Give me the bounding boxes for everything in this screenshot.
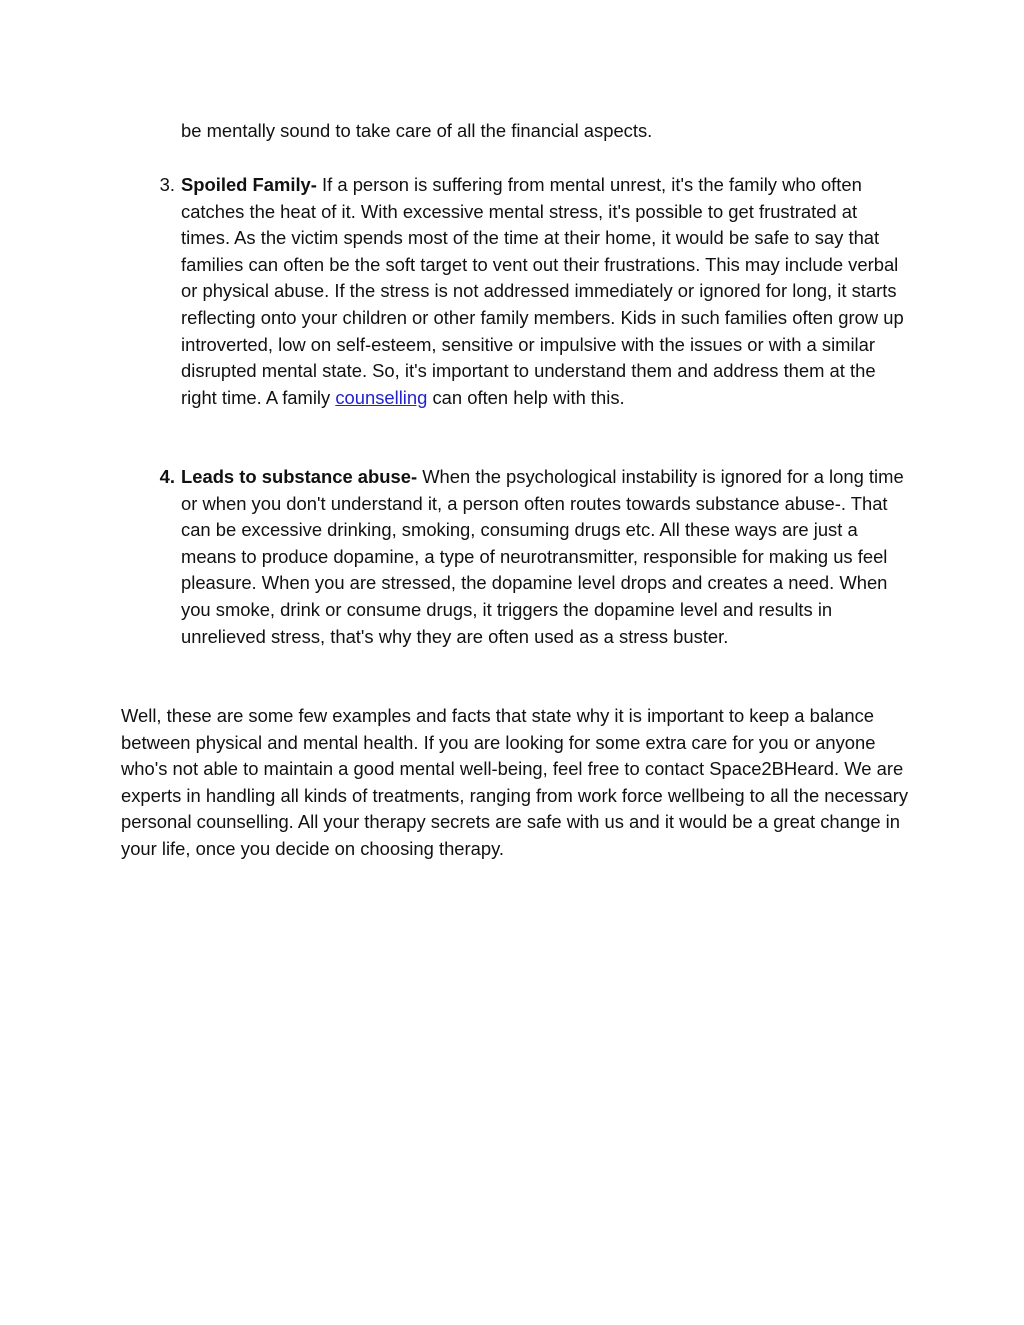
list-item-substance-abuse [159, 464, 911, 650]
closing-paragraph: Well, these are some few examples and facts that state why it is important to keep a balance between physical and mental health. If you are looking for some extra care for you or anyone who's not able to maintain a good mental well-being, feel free to contact Space2BHeard. We are experts in handling all kinds of treatments, ranging from work force wellbeing to all the necessary personal counselling. All your therapy secrets are safe with us and it would be a great change in your life, once you decide on choosing therapy. [121, 705, 909, 859]
item-body-text: If a person is suffering from mental unrest, it's the family who often catches the heat of it. With excessive mental stress, it's possible to get frustrated at times. As the victim spends most of the time at their home, it would be safe to say that families can often be the soft target to vent out their frustrations. This may include verbal or physical abuse. If the stress is not addressed immediately or ignored for long, it starts reflecting onto your children or other family members. Kids in such families often grow up introverted, low on self-esteem, sensitive or impulsive with the issues or with a similar disrupted mental state. So, it's important to understand them and address them at the right time. A family [181, 174, 904, 408]
item-body-text-end: can often help with this. [427, 386, 625, 408]
list-number: 3. [159, 174, 175, 195]
item-lead-heading: Leads to substance abuse- [181, 466, 418, 487]
list-number: 4. [159, 466, 175, 487]
item-body-text: When the psychological instability is ignored for a long time or when you don't understand it, a person often routes towards substance abuse-. That can be excessive drinking, smoking, consuming drugs etc. All these ways are just a means to produce dopamine, a type of neurotransmitter, responsible for making us feel pleasure. When you are stressed, the dopamine level drops and creates a need. When you smoke, drink or consume drugs, it triggers the dopamine level and results in unrelieved stress, that's why they are often used as a stress buster. [181, 466, 904, 647]
continuation-paragraph: be mentally sound to take care of all the financial aspects. [181, 120, 653, 141]
list-item-spoiled-family [159, 172, 911, 411]
counselling-link[interactable]: counselling [335, 386, 428, 408]
item-lead-heading: Spoiled Family- [181, 174, 317, 195]
